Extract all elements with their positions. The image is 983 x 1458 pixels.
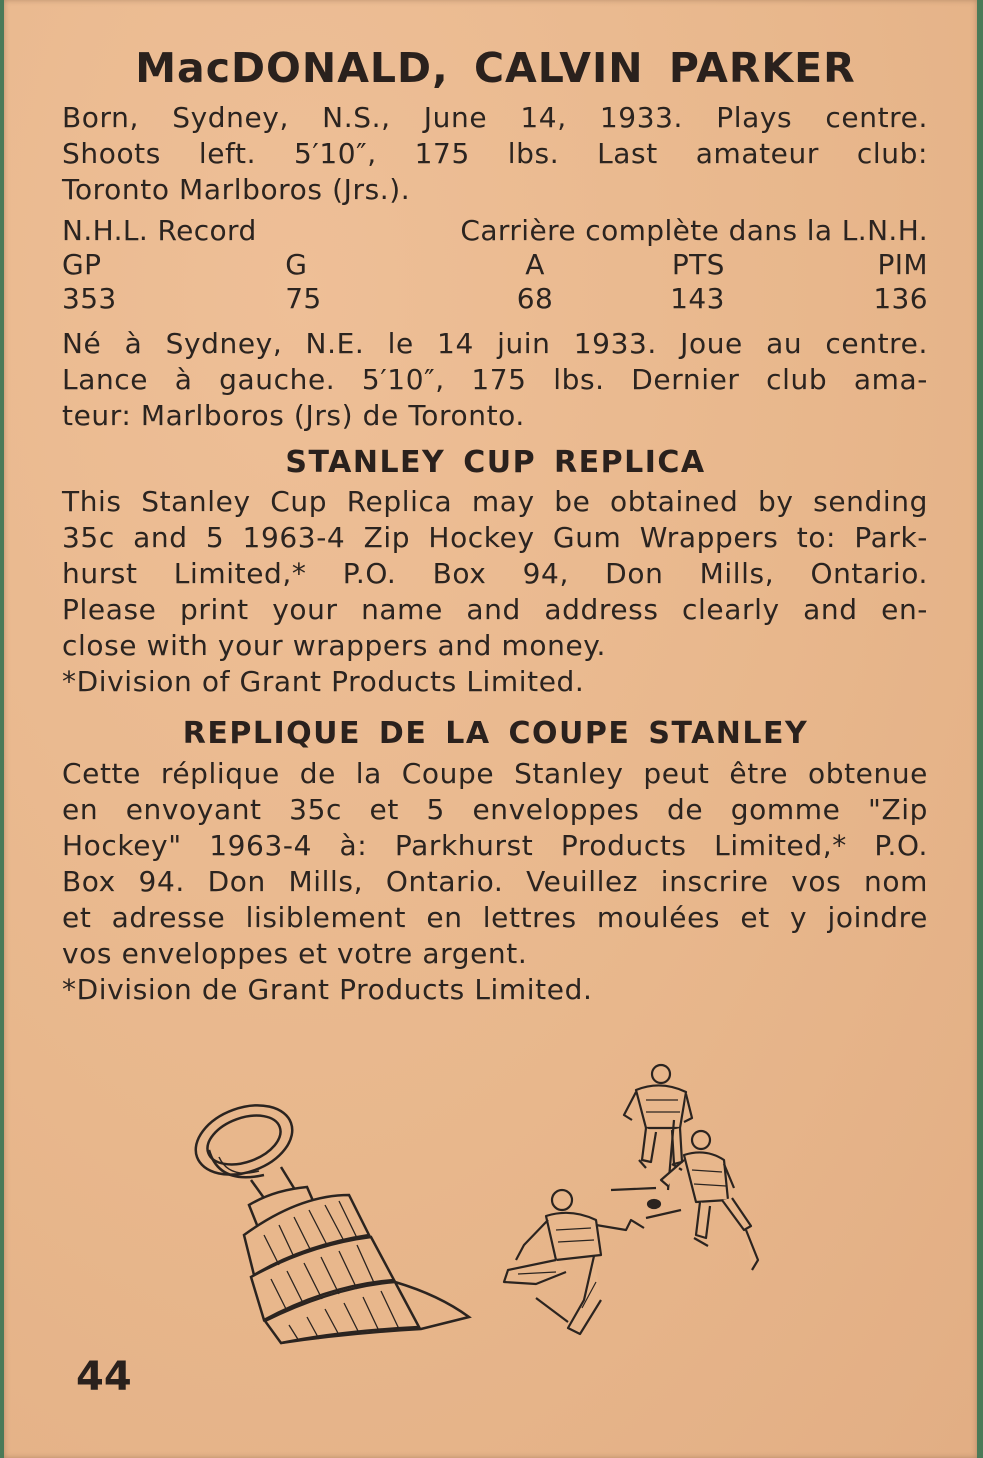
offer-english-line: hurst Limited,* P.O. Box 94, Don Mills, Ontario. bbox=[62, 557, 928, 590]
offer-french-heading: REPLIQUE DE LA COUPE STANLEY bbox=[182, 716, 809, 751]
stat-value-pim: 136 bbox=[873, 282, 928, 315]
stanley-cup-illustration bbox=[189, 1095, 489, 1345]
offer-french-line: en envoyant 35c et 5 enveloppes de gomme "Zip bbox=[62, 793, 928, 826]
offer-english-line: 35c and 5 1963-4 Zip Hockey Gum Wrappers to: Park- bbox=[62, 521, 928, 554]
offer-french-line: Hockey" 1963-4 à: Parkhurst Products Limited,* P.O. bbox=[62, 829, 928, 862]
stat-value-gp: 353 bbox=[62, 282, 117, 315]
offer-french-text bbox=[62, 756, 928, 1008]
stat-value-pts: 143 bbox=[670, 282, 725, 315]
offer-english-heading: STANLEY CUP REPLICA bbox=[285, 445, 706, 480]
offer-french-line: *Division de Grant Products Limited. bbox=[62, 973, 593, 1006]
offer-english-line: close with your wrappers and money. bbox=[62, 629, 606, 662]
offer-english-line: *Division of Grant Products Limited. bbox=[62, 665, 585, 698]
stat-header-pts: PTS bbox=[671, 248, 725, 281]
bio-french-line: Lance à gauche. 5′10″, 175 lbs. Dernier club ama- bbox=[62, 363, 928, 396]
bio-english-line: Toronto Marlboros (Jrs.). bbox=[62, 173, 411, 206]
offer-french-line: Box 94. Don Mills, Ontario. Veuillez inscrire vos nom bbox=[62, 865, 928, 898]
stat-header-g: G bbox=[285, 248, 308, 281]
stats-label-english: N.H.L. Record bbox=[62, 214, 257, 247]
offer-french-line: Cette réplique de la Coupe Stanley peut être obtenue bbox=[62, 757, 928, 790]
bio-french-line: Né à Sydney, N.E. le 14 juin 1933. Joue au centre. bbox=[62, 327, 928, 360]
stats-label-french: Carrière complète dans la L.N.H. bbox=[460, 214, 928, 247]
stat-value-a: 68 bbox=[516, 282, 554, 315]
stats-headers-row bbox=[62, 248, 928, 282]
bio-french bbox=[62, 326, 928, 434]
bio-french-line: teur: Marlboros (Jrs) de Toronto. bbox=[62, 399, 525, 432]
offer-english-text bbox=[62, 484, 928, 700]
offer-english-line: This Stanley Cup Replica may be obtained by sending bbox=[62, 485, 928, 518]
offer-french-line: vos enveloppes et votre argent. bbox=[62, 937, 528, 970]
bio-english-line: Shoots left. 5′10″, 175 lbs. Last amateur club: bbox=[62, 137, 928, 170]
player-name-title: MacDONALD, CALVIN PARKER bbox=[135, 44, 856, 92]
hockey-players-illustration bbox=[496, 1060, 771, 1345]
bio-english bbox=[62, 100, 928, 208]
stat-header-a: A bbox=[525, 248, 545, 281]
stats-label-row bbox=[62, 214, 928, 248]
offer-french-line: et adresse lisiblement en lettres moulées et y joindre bbox=[62, 901, 928, 934]
offer-english-line: Please print your name and address clearly and en- bbox=[62, 593, 928, 626]
stat-value-g: 75 bbox=[285, 282, 322, 315]
stat-header-pim: PIM bbox=[877, 248, 928, 281]
trading-card-back bbox=[4, 0, 977, 1458]
stats-values-row bbox=[62, 282, 928, 316]
card-number: 44 bbox=[76, 1354, 132, 1400]
bio-english-line: Born, Sydney, N.S., June 14, 1933. Plays centre. bbox=[62, 101, 928, 134]
stat-header-gp: GP bbox=[62, 248, 102, 281]
